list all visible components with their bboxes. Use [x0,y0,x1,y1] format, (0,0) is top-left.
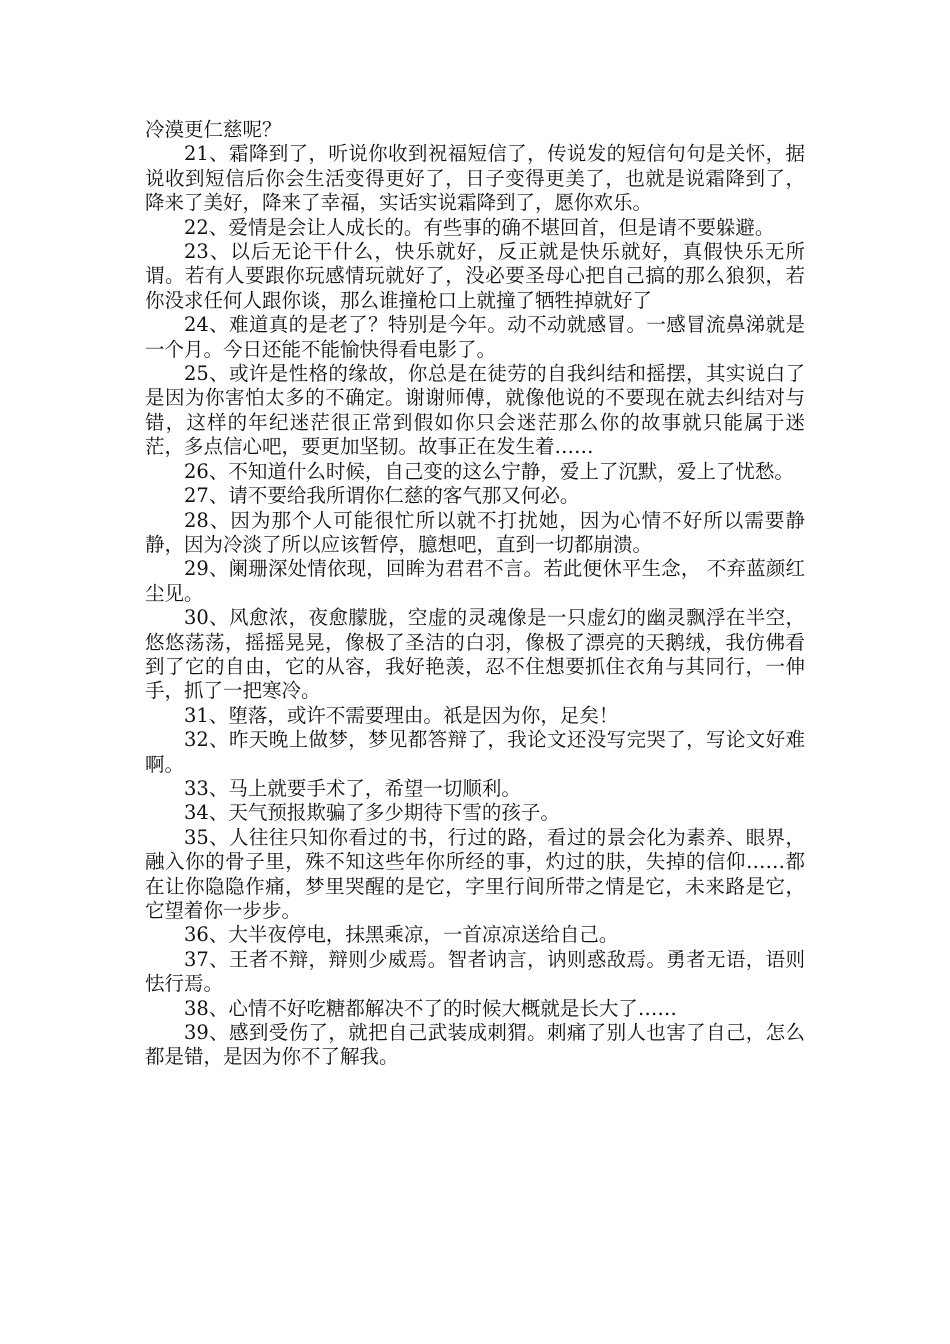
paragraph: 37、王者不辩，辩则少威焉。智者讷言，讷则惑敌焉。勇者无语，语则怯行焉。 [145,947,805,996]
paragraph: 33、马上就要手术了，希望一切顺利。 [184,776,521,800]
paragraph: 36、大半夜停电，抹黑乘凉，一首凉凉送给自己。 [184,923,619,947]
paragraph: 38、心情不好吃糖都解决不了的时候大概就是长大了…… [184,996,677,1020]
paragraph: 23、以后无论干什么，快乐就好，反正就是快乐就好，真假快乐无所谓。若有人要跟你玩感情玩就好了，没必要圣母心把自己搞的那么狼狈，若你没求任何人跟你谈，那么谁撞枪口上就撞了牺牲掉就好了 [145,240,805,312]
paragraph: 21、霜降到了，听说你收到祝福短信了，传说发的短信句句是关怀，据说收到短信后你会生活变得更好了，日子变得更美了，也就是说霜降到了，降来了美好，降来了幸福，实话实说霜降到了，愿你欢乐。 [145,142,805,215]
document-body [145,118,805,1070]
paragraph: 31、堕落，或许不需要理由。祇是因为你，足矣！ [184,703,619,727]
paragraph: 32、昨天晚上做梦，梦见都答辩了，我论文还没写完哭了，写论文好难啊。 [145,728,805,776]
paragraph: 34、天气预报欺骗了多少期待下雪的孩子。 [184,801,560,825]
paragraph: 24、难道真的是老了？特别是今年。动不动就感冒。一感冒流鼻涕就是一个月。今日还能不能愉快得看电影了。 [145,313,805,361]
paragraph: 29、阑珊深处情依现，回眸为君君不言。若此便休平生念， 不弃蓝颜红尘见。 [145,557,805,605]
paragraph: 35、人往往只知你看过的书，行过的路，看过的景会化为素养、眼界，融入你的骨子里，殊不知这些年你所经的事，灼过的肤，失掉的信仰……都在让你隐隐作痛，梦里哭醒的是它，字里行间所带之情是它，未来路是它，它望着你一步步。 [145,825,805,922]
paragraph: 25、或许是性格的缘故，你总是在徒劳的自我纠结和摇摆，其实说白了是因为你害怕太多的不确定。谢谢师傅，就像他说的不要现在就去纠结对与错，这样的年纪迷茫很正常到假如你只会迷茫那么你的故事就只能属于迷茫，多点信心吧，要更加坚韧。故事正在发生着…… [145,362,805,459]
paragraph: 27、请不要给我所谓你仁慈的客气那又何必。 [184,484,580,508]
paragraph: 28、因为那个人可能很忙所以就不打扰她，因为心情不好所以需要静静，因为冷淡了所以应该暂停，臆想吧，直到一切都崩溃。 [145,508,805,556]
paragraph: 冷漠更仁慈呢？ [145,118,282,141]
paragraph: 39、感到受伤了，就把自己武装成刺猬。刺痛了别人也害了自己，怎么都是错，是因为你不了解我。 [145,1021,805,1069]
paragraph: 30、风愈浓，夜愈朦胧，空虚的灵魂像是一只虚幻的幽灵飘浮在半空，悠悠荡荡，摇摇晃晃，像极了圣洁的白羽，像极了漂亮的天鹅绒，我仿佛看到了它的自由，它的从容，我好艳羡，忍不住想要抓住衣角与其同行，一伸手，抓了一把寒冷。 [145,606,805,703]
paragraph: 26、不知道什么时候，自己变的这么宁静，爱上了沉默，爱上了忧愁。 [184,459,794,483]
paragraph: 22、爱情是会让人成长的。有些事的确不堪回首，但是请不要躲避。 [184,215,775,239]
